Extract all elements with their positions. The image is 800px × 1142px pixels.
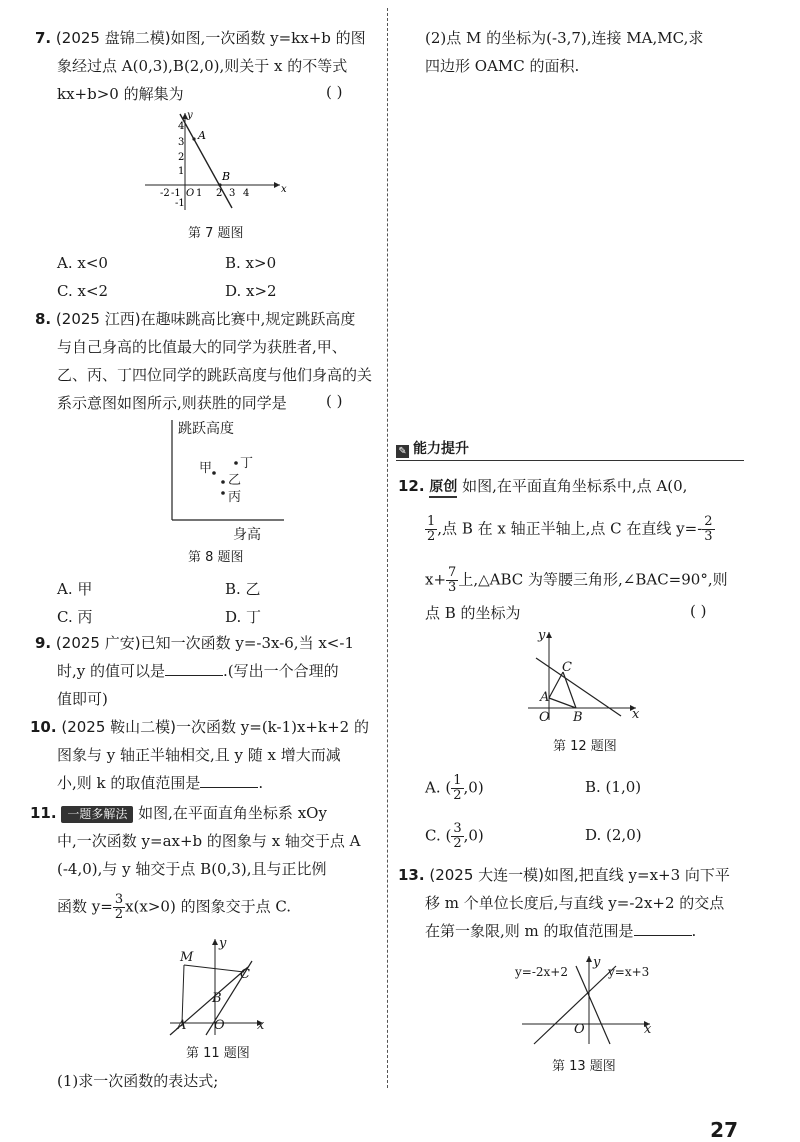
column-divider xyxy=(387,8,388,1088)
question-text: 如图,在平面直角坐标系 xOy xyxy=(138,804,327,822)
origin-label: O xyxy=(539,710,550,725)
question-text: 乙、丙、丁四位同学的跳跃高度与他们身高的关 xyxy=(57,366,373,384)
figure-caption: 第 8 题图 xyxy=(188,550,244,565)
option-a[interactable]: A. 甲 xyxy=(57,580,93,598)
axis-label: y xyxy=(593,955,601,970)
question-text: 小,则 k 的取值范围是 xyxy=(57,774,201,792)
question-text: .(写出一个合理的 xyxy=(223,662,339,680)
line-label: y=x+3 xyxy=(608,965,650,979)
question-text: 中,一次函数 y=ax+b 的图象与 x 轴交于点 A xyxy=(57,832,361,850)
question-text: . xyxy=(258,774,264,792)
point-label: C xyxy=(240,967,250,982)
fraction: $\frac{2}{3}$ xyxy=(704,514,713,544)
question-text: 如图,在平面直角坐标系中,点 A(0, xyxy=(462,477,688,495)
question-number: 9. xyxy=(35,634,52,652)
point-label: A xyxy=(198,129,206,142)
option-a[interactable]: A. ( $\frac{1}{2}$ ,0) xyxy=(425,773,484,803)
option-d[interactable]: D. x>2 xyxy=(225,282,277,300)
question-text: 与自己身高的比值最大的同学为获胜者,甲、 xyxy=(57,338,347,356)
tick-label: 1 xyxy=(196,188,203,199)
tick-label: 4 xyxy=(178,121,185,132)
answer-blank[interactable] xyxy=(200,773,258,788)
question-text: ,点 B 在 x 轴正半轴上,点 C 在直线 y=- xyxy=(437,519,703,538)
axis-label: y xyxy=(538,628,546,643)
answer-blank[interactable] xyxy=(165,661,223,676)
question-text: . xyxy=(691,922,697,940)
fraction: $\frac{1}{2}$ xyxy=(427,514,436,544)
question-text: 如图,一次函数 y=kx+b 的图 xyxy=(170,29,366,47)
figure-caption: 第 11 题图 xyxy=(186,1046,250,1061)
tick-label: 3 xyxy=(229,188,236,199)
question-text: 系示意图如图所示,则获胜的同学是 xyxy=(57,394,287,412)
fraction: $\frac{3}{2}$ xyxy=(114,892,124,922)
option-b[interactable]: B. x>0 xyxy=(225,254,277,272)
point-label: 丙 xyxy=(228,490,242,505)
option-c[interactable]: C. ( $\frac{3}{2}$ ,0) xyxy=(425,821,484,851)
figure-caption: 第 7 题图 xyxy=(188,226,244,241)
tick-label: 2 xyxy=(178,152,185,163)
answer-parentheses: ( ) xyxy=(690,602,707,620)
axis-label: x xyxy=(632,707,640,722)
axis-label: y xyxy=(187,110,193,121)
answer-parentheses: ( ) xyxy=(326,83,343,101)
question-source: (2025 盘锦二模) xyxy=(55,29,171,47)
question-text: x(x>0) 的图象交于点 C. xyxy=(125,897,292,916)
origin-label: O xyxy=(214,1018,225,1033)
tick-label: -1 xyxy=(175,198,185,209)
question-number: 8. xyxy=(35,310,52,328)
point-label: B xyxy=(573,710,583,725)
question-text: 图象与 y 轴正半轴相交,且 y 随 x 增大而减 xyxy=(57,746,341,764)
option-c[interactable]: C. 丙 xyxy=(57,608,93,626)
question-number: 12. xyxy=(398,477,425,495)
question-source: (2025 鞍山二模) xyxy=(61,718,177,736)
question-source: (2025 广安) xyxy=(55,634,141,652)
tick-label: 4 xyxy=(243,188,250,199)
question-text: kx+b>0 的解集为 xyxy=(57,85,184,103)
line-label: y=-2x+2 xyxy=(515,965,568,979)
sub-question-2: (2)点 M 的坐标为(-3,7),连接 MA,MC,求 xyxy=(425,29,704,47)
answer-parentheses: ( ) xyxy=(326,392,343,410)
axis-label: y xyxy=(219,936,227,951)
question-number: 10. xyxy=(30,718,57,736)
section-title: 能力提升 xyxy=(413,441,469,457)
method-tag: 一题多解法 xyxy=(61,806,133,823)
option-d[interactable]: D. (2,0) xyxy=(585,826,642,844)
question-source: (2025 大连一模) xyxy=(429,866,545,884)
point-label: A xyxy=(177,1018,187,1033)
tick-label: -2 xyxy=(160,188,170,199)
option-a[interactable]: A. x<0 xyxy=(57,254,108,272)
sub-question-2: 四边形 OAMC 的面积. xyxy=(425,57,580,75)
section-icon: ✎ xyxy=(396,445,409,458)
question-text: (-4,0),与 y 轴交于点 B(0,3),且与正比例 xyxy=(57,860,327,878)
fraction: $\frac{7}{3}$ xyxy=(448,565,457,595)
question-text: 函数 y= xyxy=(57,897,113,916)
question-text: 在趣味跳高比赛中,规定跳跃高度 xyxy=(140,310,356,328)
sub-question-1: (1)求一次函数的表达式; xyxy=(57,1072,219,1090)
question-text: 一次函数 y=(k-1)x+k+2 的 xyxy=(176,718,369,736)
tick-label: -1 xyxy=(171,188,181,199)
original-tag: 原创 xyxy=(429,476,457,498)
point-label: 丁 xyxy=(240,456,254,471)
question-number: 11. xyxy=(30,804,57,822)
question-number: 7. xyxy=(35,29,52,47)
tick-label: 3 xyxy=(178,137,185,148)
point-label: M xyxy=(180,950,194,965)
point-label: C xyxy=(562,660,572,675)
tick-label: 2 xyxy=(216,188,223,199)
option-c[interactable]: C. x<2 xyxy=(57,282,109,300)
section-header xyxy=(396,438,744,461)
point-label: B xyxy=(212,991,222,1006)
question-text: 象经过点 A(0,3),B(2,0),则关于 x 的不等式 xyxy=(57,57,348,75)
origin-label: O xyxy=(574,1022,585,1037)
option-b[interactable]: B. 乙 xyxy=(225,580,261,598)
point-label: 甲 xyxy=(199,461,213,476)
point-label: A xyxy=(540,690,550,705)
page-number: 27 xyxy=(710,1118,738,1142)
figure-caption: 第 12 题图 xyxy=(553,739,617,754)
point-label: B xyxy=(222,170,231,183)
origin-label: O xyxy=(186,188,195,199)
answer-blank[interactable] xyxy=(634,921,692,936)
question-text: 移 m 个单位长度后,与直线 y=-2x+2 的交点 xyxy=(425,894,725,912)
y-axis-label: 跳跃高度 xyxy=(178,421,234,437)
question-text: 上,△ABC 为等腰三角形,∠BAC=90°,则 xyxy=(458,570,728,589)
axis-label: x xyxy=(644,1022,652,1037)
x-axis-label: 身高 xyxy=(233,527,261,543)
axis-label: x xyxy=(281,184,287,195)
question-text: x+ xyxy=(425,570,447,589)
question-number: 13. xyxy=(398,866,425,884)
question-text: 点 B 的坐标为 xyxy=(425,604,521,622)
question-text: 如图,把直线 y=x+3 向下平 xyxy=(544,866,730,884)
question-text: 时,y 的值可以是 xyxy=(57,662,166,680)
figure-caption: 第 13 题图 xyxy=(552,1059,616,1074)
point-label: 乙 xyxy=(228,473,242,488)
option-b[interactable]: B. (1,0) xyxy=(585,778,642,796)
question-text: 值即可) xyxy=(57,690,108,708)
axis-label: x xyxy=(257,1018,265,1033)
tick-label: 1 xyxy=(178,166,185,177)
question-source: (2025 江西) xyxy=(55,310,141,328)
figure-q7-graph xyxy=(140,108,290,213)
question-text: 已知一次函数 y=-3x-6,当 x<-1 xyxy=(140,634,354,652)
question-text: 在第一象限,则 m 的取值范围是 xyxy=(425,922,634,940)
option-d[interactable]: D. 丁 xyxy=(225,608,262,626)
